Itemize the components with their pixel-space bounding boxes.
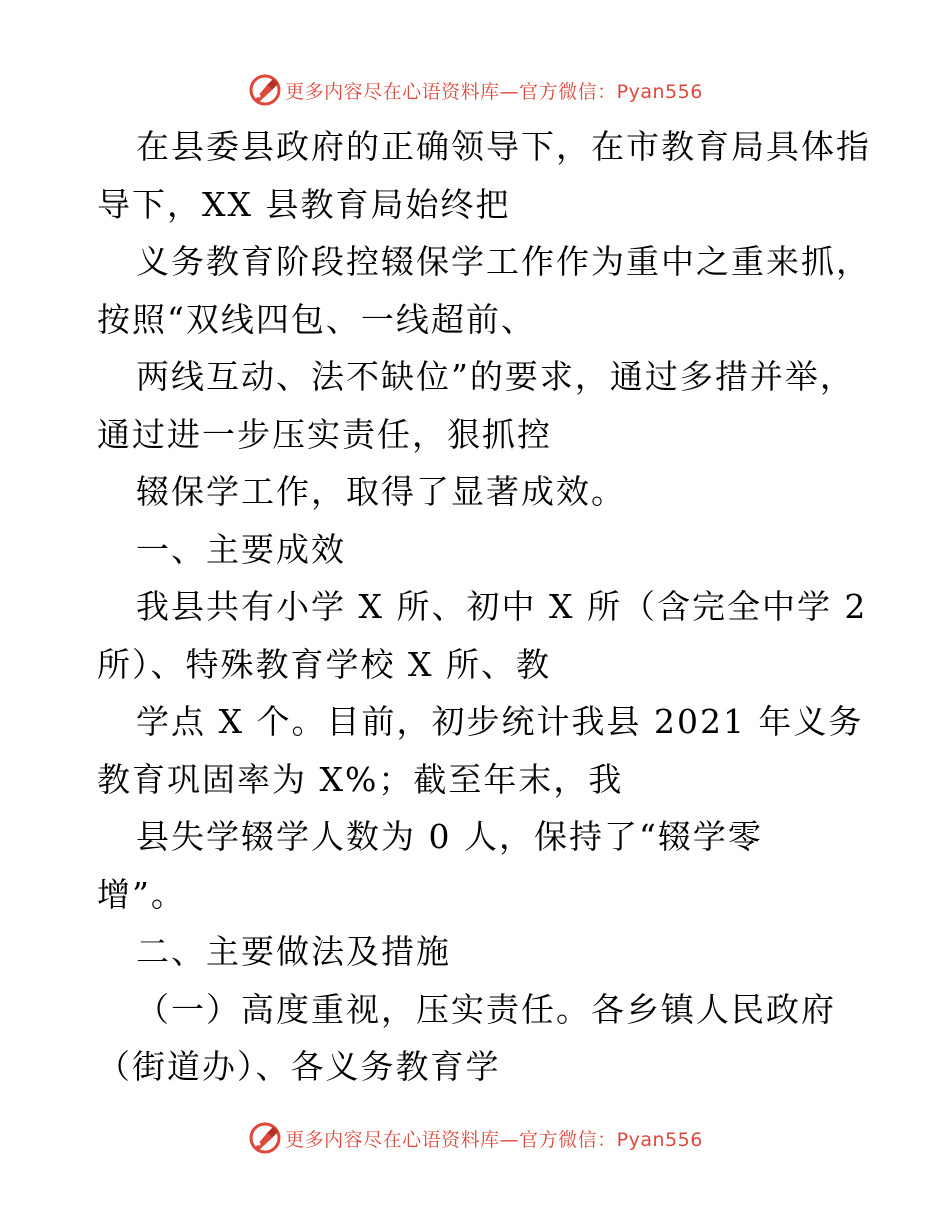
fountain-pen-logo-icon: [247, 1120, 283, 1156]
text-line: 学点 X 个。目前，初步统计我县 2021 年义务: [136, 702, 864, 741]
text-line: （一）高度重视，压实责任。各乡镇人民政府: [136, 989, 836, 1029]
watermark-text: 更多内容尽在心语资料库—官方微信：Pyan556: [285, 80, 703, 103]
footer-watermark: [0, 1118, 950, 1158]
text-line: 通过进一步压实责任，狠抓控: [97, 414, 552, 454]
text-line: 导下，XX 县教育局始终把: [97, 184, 511, 224]
text-line: 按照“双线四包、一线超前、: [97, 299, 536, 339]
text-line: （街道办）、各义务教育学: [97, 1047, 501, 1086]
text-line: 所）、特殊教育学校 X 所、教: [97, 644, 551, 684]
text-line: 增”。: [97, 874, 186, 914]
document-body: [97, 118, 871, 1096]
text-line: 县失学辍学人数为 0 人，保持了“辍学零: [136, 817, 763, 856]
text-line: 辍保学工作，取得了显著成效。: [136, 472, 626, 511]
watermark-text: 更多内容尽在心语资料库—官方微信：Pyan556: [285, 1128, 703, 1151]
section-heading: 二、主要做法及措施: [136, 932, 451, 971]
section-heading: 一、主要成效: [136, 529, 346, 569]
header-watermark: [0, 70, 950, 110]
text-line: 两线互动、法不缺位”的要求，通过多措并举，: [136, 357, 855, 396]
fountain-pen-logo-icon: [247, 72, 283, 108]
text-line: 在县委县政府的正确领导下，在市教育局具体指: [136, 127, 871, 166]
text-line: 教育巩固率为 X%；截至年末，我: [97, 759, 624, 799]
text-line: 义务教育阶段控辍保学工作作为重中之重来抓，: [136, 242, 871, 281]
text-line: 我县共有小学 X 所、初中 X 所（含完全中学 2: [136, 587, 868, 626]
